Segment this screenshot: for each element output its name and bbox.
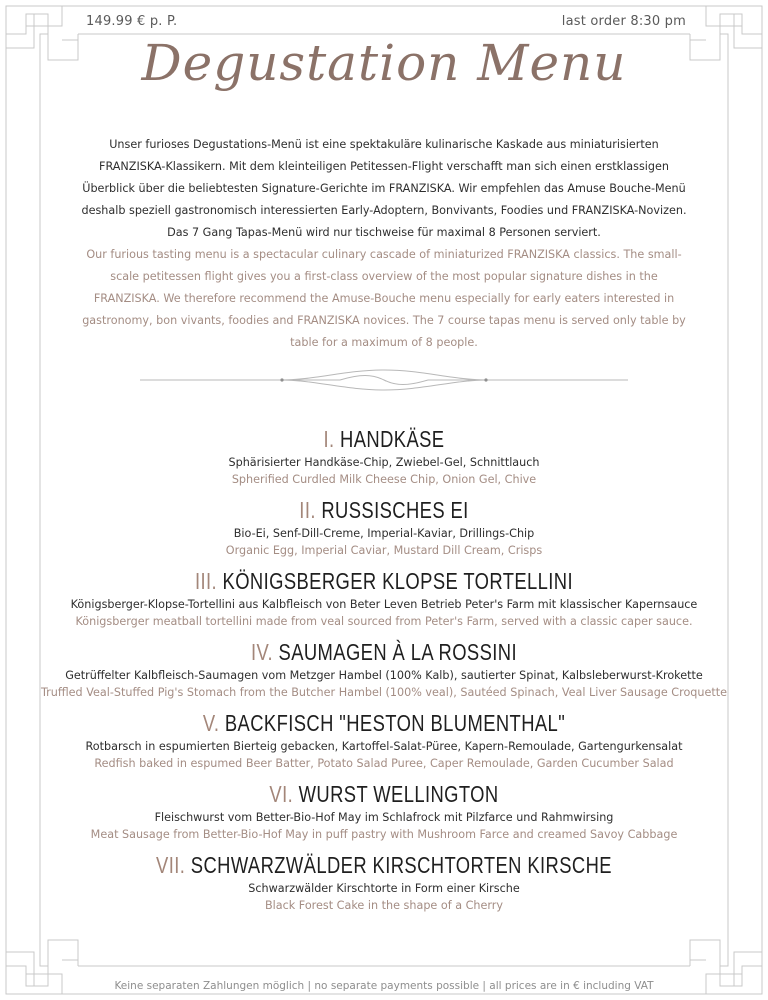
course-description-english: Redfish baked in espumed Beer Batter, Potato Salad Puree, Caper Remoulade, Garden Cucumber Salad [94, 757, 674, 770]
course-title [109, 566, 659, 596]
course-item [40, 850, 728, 914]
course-number: VI. [269, 781, 294, 807]
course-description-german: Rotbarsch in espumierten Bierteig gebacken, Kartoffel-Salat-Püree, Kapern-Remoulade, Gartengurkensalat [85, 740, 683, 753]
course-item [40, 637, 728, 701]
course-description-english: Königsberger meatball tortellini made from veal sourced from Peter's Farm, served with a classic caper sauce. [75, 615, 693, 628]
course-number: I. [323, 426, 335, 452]
course-name: SCHWARZWÄLDER KIRSCHTORTEN KIRSCHE [190, 852, 612, 878]
course-title [109, 637, 659, 667]
course-description-english: Meat Sausage from Better-Bio-Hof May in puff pastry with Mushroom Farce and creamed Savoy Cabbage [90, 828, 678, 841]
course-description-german: Königsberger-Klopse-Tortellini aus Kalbfleisch von Beter Leven Betrieb Peter's Farm mit klassischer Kapernsauce [70, 598, 698, 611]
intro-english: Our furious tasting menu is a spectacular culinary cascade of miniaturized FRANZISKA classics. The small-scale petitessen flight gives you a first-class overview of the most popular signature dishes in the FRANZISKA. We therefore recommend the Amuse-Bouche menu especially for early eaters interested in gastronomy, bon vivants, foodies and FRANZISKA novices. The 7 course tapas menu is served only table by table for a maximum of 8 people. [82, 248, 686, 349]
course-name: BACKFISCH "HESTON BLUMENTHAL" [224, 710, 566, 736]
price-per-person: 149.99 € p. P. [86, 14, 178, 29]
course-number: II. [299, 497, 316, 523]
last-order-time: last order 8:30 pm [561, 14, 686, 29]
course-description-english: Spherified Curdled Milk Cheese Chip, Onion Gel, Chive [231, 473, 537, 486]
course-item [40, 708, 728, 772]
course-description-german: Schwarzwälder Kirschtorte in Form einer Kirsche [248, 882, 520, 895]
course-name: WURST WELLINGTON [298, 781, 499, 807]
course-title [109, 424, 659, 454]
course-name: HANDKÄSE [340, 426, 445, 452]
course-number: III. [194, 568, 218, 594]
course-item [40, 424, 728, 488]
course-title [109, 850, 659, 880]
course-description-german: Fleischwurst vom Better-Bio-Hof May im Schlafrock mit Pilzfarce und Rahmwirsing [154, 811, 614, 824]
course-description-german: Sphärisierter Handkäse-Chip, Zwiebel-Gel, Schnittlauch [228, 456, 540, 469]
course-name: KÖNIGSBERGER KLOPSE TORTELLINI [222, 568, 574, 594]
payment-footer-note: Keine separaten Zahlungen möglich | no separate payments possible | all prices are in € including VAT [114, 980, 654, 992]
page-title: Degustation Menu [141, 34, 627, 92]
course-number: IV. [250, 639, 274, 665]
intro-german: Unser furioses Degustations-Menü ist eine spektakuläre kulinarische Kaskade aus miniaturisierten FRANZISKA-Klassikern. Mit dem kleinteiligen Petitessen-Flight verschafft man sich einen erstklassigen Überblick über die beliebtesten Signature-Gerichte im FRANZISKA. Wir empfehlen das Amuse Bouche-Menü deshalb speziell gastronomisch interessierten Early-Adoptern, Bonvivants, Foodies und FRANZISKA-Novizen. Das 7 Gang Tapas-Menü wird nur tischweise für maximal 8 Personen serviert. [81, 138, 687, 239]
course-title [109, 779, 659, 809]
course-description-english: Organic Egg, Imperial Caviar, Mustard Dill Cream, Crisps [225, 544, 543, 557]
course-item [40, 495, 728, 559]
course-title [109, 708, 659, 738]
course-item [40, 566, 728, 630]
course-name: SAUMAGEN À LA ROSSINI [278, 639, 517, 665]
course-description-english: Truffled Veal-Stuffed Pig's Stomach from the Butcher Hambel (100% veal), Sautéed Spinach, Veal Liver Sausage Croquette [40, 686, 728, 699]
course-number: V. [202, 710, 220, 736]
course-description-german: Getrüffelter Kalbfleisch-Saumagen vom Metzger Hambel (100% Kalb), sautierter Spinat, Kalbsleberwurst-Krokette [65, 669, 703, 682]
course-item [40, 779, 728, 843]
course-list [40, 424, 728, 921]
course-title [109, 495, 659, 525]
course-description-english: Black Forest Cake in the shape of a Cherry [264, 899, 504, 912]
course-name: RUSSISCHES EI [321, 497, 469, 523]
course-description-german: Bio-Ei, Senf-Dill-Creme, Imperial-Kaviar, Drillings-Chip [233, 527, 535, 540]
ornamental-divider [140, 366, 628, 394]
course-number: VII. [156, 852, 186, 878]
